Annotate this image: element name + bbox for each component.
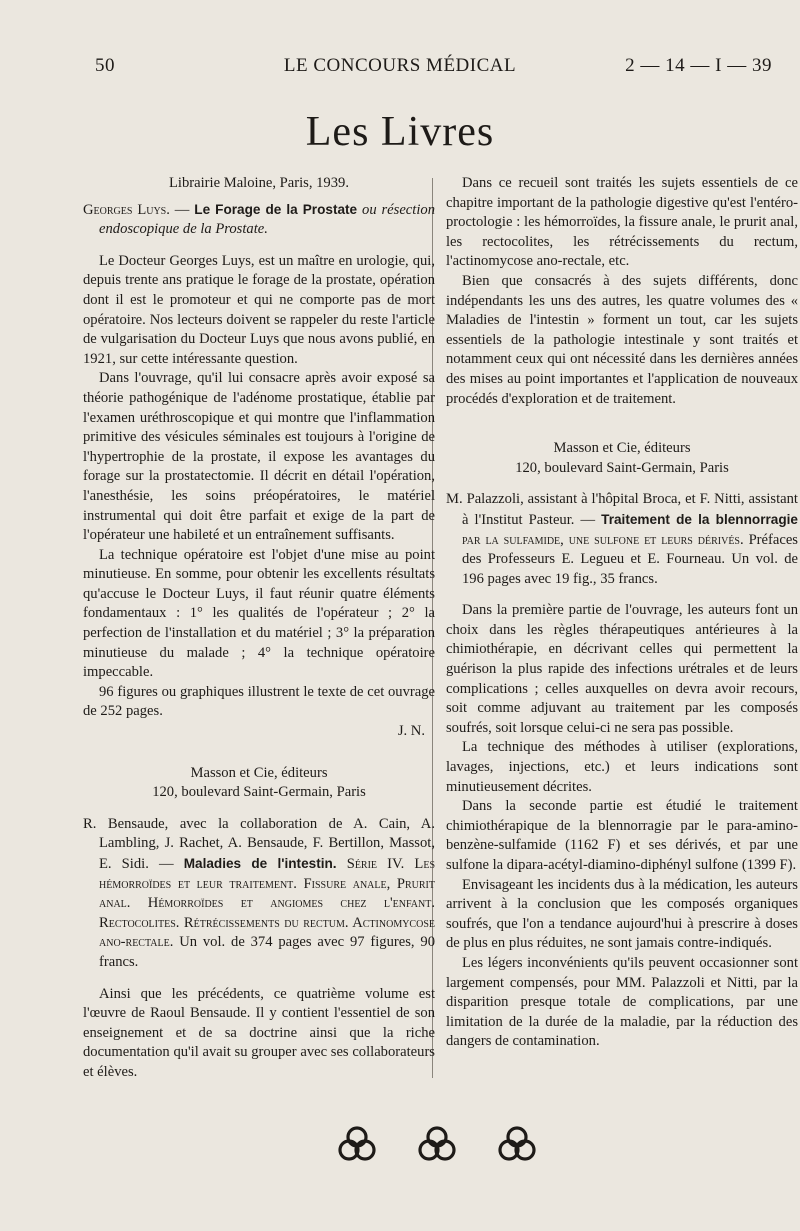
book-subtitle: par la sulfamide, une sulfone et leurs dérivés. (462, 531, 744, 548)
signature: J. N. (397, 723, 425, 740)
book-title: Traitement de la blennorragie (601, 511, 798, 527)
journal-title: LE CONCOURS MÉDICAL (283, 55, 517, 76)
paragraph: Dans la première partie de l'ouvrage, les auteurs font un choix dans les règles thérapeutiques antérieures à la chimiothérapie, en décrivant celles qui permettent la guérison la plus rapide des infections urétrales et de leurs complications ; celles auxquelles on devra avoir recours, soit comme adjuvant au traitement par les composés soufrés, soit lorsque celui-ci ne sera pas possible. (446, 602, 798, 736)
left-column (83, 174, 435, 1083)
book-info: Un vol. de 374 pages avec 97 figures, 90 francs. (99, 934, 435, 970)
book-info: Préfaces des Professeurs E. Legueu et E. Fourneau. Un vol. de 196 pages avec 19 fig., 35 francs. (462, 531, 798, 587)
paragraph: Ainsi que les précédents, ce quatrième volume est l'œuvre de Raoul Bensaude. Il y contient l'essentiel de son enseignement et de sa doctrine ainsi que la riche documentation qu'il avait su grouper avec ses collaborateurs et élèves. (83, 985, 435, 1080)
book-series: Série IV. Les hémorroïdes et leur traitement. Fissure anale, Prurit anal. Hémorroïdes et angiomes chez l'enfant. Rectocolites. Rétrécissements du rectum. Actinomycose ano-rectale. (99, 856, 436, 951)
book-title: Le Forage de la Prostate (194, 201, 358, 217)
paragraph: 96 figures ou graphiques illustrent le texte de cet ouvrage de 252 pages. (83, 683, 435, 720)
publisher-line: Masson et Cie, éditeurs (553, 440, 691, 457)
publisher-line: Librairie Maloine, Paris, 1939. (169, 175, 349, 191)
paragraph: Bien que consacrés à des sujets différents, donc indépendants les uns des autres, les quatre volumes des « Maladies de l'intestin » forment un tout, car les sujets essentiels de la pathologie intestinale y sont traités et notamment ceux qui ont nécessité dans les dernières années des mises au point importantes et l'application de nouveaux procédés d'exploration et de traitement. (446, 272, 798, 407)
trefoil-ornament-icon (337, 1124, 377, 1164)
book-entry: Georges Luys. — Le Forage de la Prostate ou résection endoscopique de la Prostate. (83, 201, 435, 238)
book-entry (83, 815, 435, 973)
paragraph: Les légers inconvénients qu'ils peuvent occasionner sont largement compensés, pour MM. Palazzoli et Nitti, par la disparition presque totale de complications, par une limitation de la durée de la maladie, par la réduction des dangers de contamination. (446, 954, 798, 1050)
trefoil-ornament-icon (497, 1124, 537, 1164)
ornament-row (0, 1124, 800, 1168)
book-entry (446, 490, 798, 589)
book-authors: R. Bensaude, avec la collaboration de A. Cain, A. Lambling, J. Rachet, A. Bensaude, F. Bertillon, Massot, E. Sidi. — (83, 815, 435, 872)
paragraph: La technique opératoire est l'objet d'une mise au point minutieuse. En somme, pour obtenir les excellents résultats qu'accuse le Docteur Luys, il faut réunir quatre éléments fondamentaux : 1° les qualités de l'opérateur ; 2° la perfection de l'installation et du matériel ; 3° la préparation minutieuse du malade ; 4° la technique opératoire impeccable. (83, 546, 435, 681)
publisher-address: 120, boulevard Saint-Germain, Paris (515, 459, 729, 476)
book-authors: M. Palazzoli, assistant à l'hôpital Broca, et F. Nitti, assistant à l'Institut Pasteur. — (446, 491, 798, 528)
running-header (0, 55, 800, 83)
paragraph: Envisageant les incidents dus à la médication, les auteurs arrivent à la conclusion que les composés organiques soufrés, que l'on a tendance aujourd'hui à prescrire à doses de plus en plus réduites, ne sont jamais contre-indiqués. (446, 876, 798, 952)
publisher-line: Masson et Cie, éditeurs (190, 764, 328, 781)
paragraph: Dans ce recueil sont traités les sujets essentiels de ce chapitre important de la pathologie digestive qu'est l'entéro-proctologie : les hémorroïdes, la fissure anale, le prurit anal, les rectocolites, les rétrécissements du rectum, l'actinomycose ano-rectale, etc. (446, 175, 798, 270)
paragraph: Le Docteur Georges Luys, est un maître en urologie, qui, depuis trente ans pratique le forage de la prostate, opération dont il est le promoteur et qui ne comporte pas de mort opératoire. Nos lecteurs doivent se rappeler du reste l'article de vulgarisation du Docteur Luys que nous avons publié, en 1921, sur cette intéressante question. (83, 252, 435, 367)
book-author: Georges Luys. (83, 201, 170, 218)
publisher-address: 120, boulevard Saint-Germain, Paris (152, 784, 366, 801)
paragraph: Dans l'ouvrage, qu'il lui consacre après avoir exposé sa théorie pathogénique de l'adénome prostatique, établie par l'examen uréthroscopique et qui montre que l'inflammation primitive des vésicules séminales est toujours à l'origine de l'hypertrophie de la prostate, il expose les avantages du forage sur la prostatectomie. Il décrit en détail l'opération, l'anesthésie, les soins préopératoires, le matériel instrumental qui doit être parfait et exige de la part de l'opérateur une habileté et un entraînement suffisants. (83, 370, 435, 544)
issue-date: 2 — 14 — I — 39 (625, 55, 772, 76)
page-number: 50 (95, 55, 115, 76)
paragraph: La technique des méthodes à utiliser (explorations, lavages, injections, etc.) et leurs indications sont minutieusement décrites. (446, 739, 798, 795)
trefoil-ornament-icon (417, 1124, 457, 1164)
paragraph: Dans la seconde partie est étudié le traitement chimiothérapique de la blennorragie par le para-amino-benzène-sulfamide (1162 F) et ses dérivés, et par une sulfone la dipara-acétyl-diamino-diphényl sulfone (1399 F). (446, 798, 798, 873)
book-subtitle: ou résection endoscopique de la Prostate. (99, 201, 435, 238)
section-title: Les Livres (305, 109, 495, 155)
right-column (446, 174, 798, 1052)
book-title: Maladies de l'intestin. (183, 856, 337, 871)
